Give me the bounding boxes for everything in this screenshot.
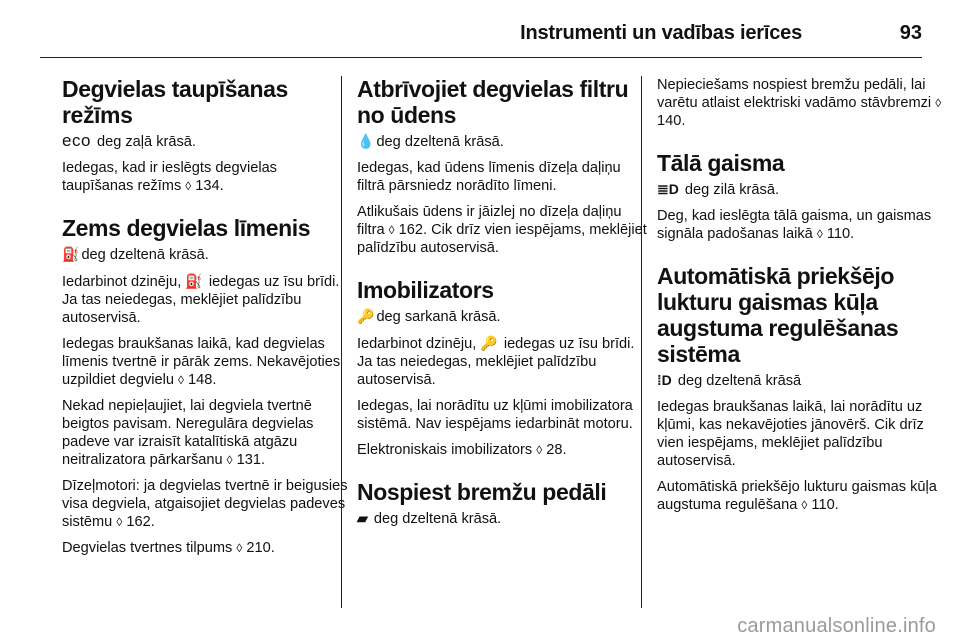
paragraph: Automātiskā priekšējo lukturu gaismas kūļa augstuma regulēšana ◊ 110. bbox=[657, 479, 937, 513]
page-ref-arrow-icon: ◊ bbox=[388, 223, 395, 237]
paragraph: Atlikušais ūdens ir jāizlej no dīzeļa daļiņu filtra ◊ 162. Cik drīz vien iespējams, meklējiet palīdzību autoservisā. bbox=[357, 204, 647, 256]
watermark: carmanualsonline.info bbox=[737, 615, 936, 637]
page-ref-arrow-icon: ◊ bbox=[816, 227, 823, 241]
column-2 bbox=[357, 76, 647, 536]
heading-fuel-economy-mode: Degvielas taupīšanas režīms bbox=[62, 76, 288, 128]
paragraph: Iedarbinot dzinēju, ⛽ iedegas uz īsu brīdi. Ja tas neiedegas, meklējiet palīdzību autoservisā. bbox=[62, 273, 340, 326]
paragraph: 💧 deg dzeltenā krāsā. bbox=[357, 133, 504, 150]
heading-fuel-filter-water: Atbrīvojiet degvielas filtru no ūdens bbox=[357, 76, 629, 128]
paragraph: Degvielas tvertnes tilpums ◊ 210. bbox=[62, 540, 275, 556]
heading-low-fuel: Zems degvielas līmenis bbox=[62, 215, 311, 241]
page-ref-arrow-icon: ◊ bbox=[536, 443, 543, 457]
column-3 bbox=[657, 76, 947, 522]
headlight-levelling-icon: ⁞D bbox=[657, 372, 672, 388]
page-ref-arrow-icon: ◊ bbox=[185, 179, 192, 193]
fuel-pump-icon: ⛽ bbox=[185, 273, 203, 289]
page-ref-arrow-icon: ◊ bbox=[801, 498, 808, 512]
paragraph: Iedegas braukšanas laikā, lai norādītu uz kļūmi, kas nekavējoties jānovērš. Cik drīz vien iespējams, meklējiet palīdzību autoservisā. bbox=[657, 399, 924, 469]
paragraph: Dīzeļmotori: ja degvielas tvertnē ir beigusies visa degviela, atgaisojiet degvielas padeves sistēmu ◊ 162. bbox=[62, 478, 348, 530]
page-ref-arrow-icon: ◊ bbox=[178, 373, 184, 387]
paragraph: Nepieciešams nospiest bremžu pedāli, lai varētu atlaist elektriski vadāmo stāvbremzi ◊ 140. bbox=[657, 77, 942, 129]
heading-headlight-levelling: Automātiskā priekšējo lukturu gaismas kūļa augstuma regulēšanas sistēma bbox=[657, 263, 899, 367]
column-1 bbox=[62, 76, 352, 565]
paragraph: 🔑 deg sarkanā krāsā. bbox=[357, 308, 501, 325]
header-title: Instrumenti un vadības ierīces bbox=[520, 22, 802, 44]
page-ref-arrow-icon: ◊ bbox=[116, 515, 123, 529]
page-ref-arrow-icon: ◊ bbox=[226, 453, 233, 467]
paragraph: Nekad nepieļaujiet, lai degviela tvertnē beigtos pavisam. Neregulāra degvielas padeve var izraisīt katalītiskā atgāzu neitralizatora pārkaršanu ◊ 131. bbox=[62, 398, 314, 468]
page-ref-arrow-icon: ◊ bbox=[935, 96, 942, 110]
paragraph: Iedegas, kad ir ieslēgts degvielas taupīšanas režīms ◊ 134. bbox=[62, 160, 277, 194]
heading-immobiliser: Imobilizators bbox=[357, 277, 494, 303]
car-key-icon: 🔑 bbox=[357, 308, 375, 324]
high-beam-icon: ≣D bbox=[657, 181, 679, 197]
paragraph: Iedegas, lai norādītu uz kļūmi imobilizatora sistēmā. Nav iespējams iedarbināt motoru. bbox=[357, 398, 633, 432]
page-header bbox=[40, 22, 922, 46]
brake-pedal-icon: ▰ bbox=[357, 510, 368, 526]
page-number: 93 bbox=[899, 22, 922, 44]
paragraph: Deg, kad ieslēgta tālā gaisma, un gaismas signāla padošanas laikā ◊ 110. bbox=[657, 208, 932, 242]
header-rule bbox=[40, 57, 922, 58]
page-ref-arrow-icon: ◊ bbox=[236, 541, 243, 555]
water-drop-icon: 💧 bbox=[357, 133, 375, 149]
paragraph: Iedegas, kad ūdens līmenis dīzeļa daļiņu filtrā pārsniedz norādīto līmeni. bbox=[357, 160, 621, 194]
paragraph: Iedegas braukšanas laikā, kad degvielas līmenis tvertnē ir pārāk zems. Nekavējoties uzpildiet degvielu ◊ 148. bbox=[62, 336, 341, 388]
eco-icon: eco bbox=[62, 131, 91, 150]
fuel-pump-icon: ⛽ bbox=[62, 246, 80, 262]
car-key-icon: 🔑 bbox=[480, 335, 498, 351]
paragraph: ⛽ deg dzeltenā krāsā. bbox=[62, 246, 209, 263]
heading-high-beam: Tālā gaisma bbox=[657, 150, 785, 176]
paragraph: ⁞D deg dzeltenā krāsā bbox=[657, 372, 802, 389]
paragraph: Iedarbinot dzinēju, 🔑 iedegas uz īsu brīdi. Ja tas neiedegas, meklējiet palīdzību autoservisā. bbox=[357, 335, 635, 388]
paragraph: eco deg zaļā krāsā. bbox=[62, 131, 196, 150]
paragraph: Elektroniskais imobilizators ◊ 28. bbox=[357, 442, 567, 458]
paragraph: ≣D deg zilā krāsā. bbox=[657, 181, 780, 198]
paragraph: ▰ deg dzeltenā krāsā. bbox=[357, 510, 502, 527]
heading-press-brake-pedal: Nospiest bremžu pedāli bbox=[357, 479, 607, 505]
